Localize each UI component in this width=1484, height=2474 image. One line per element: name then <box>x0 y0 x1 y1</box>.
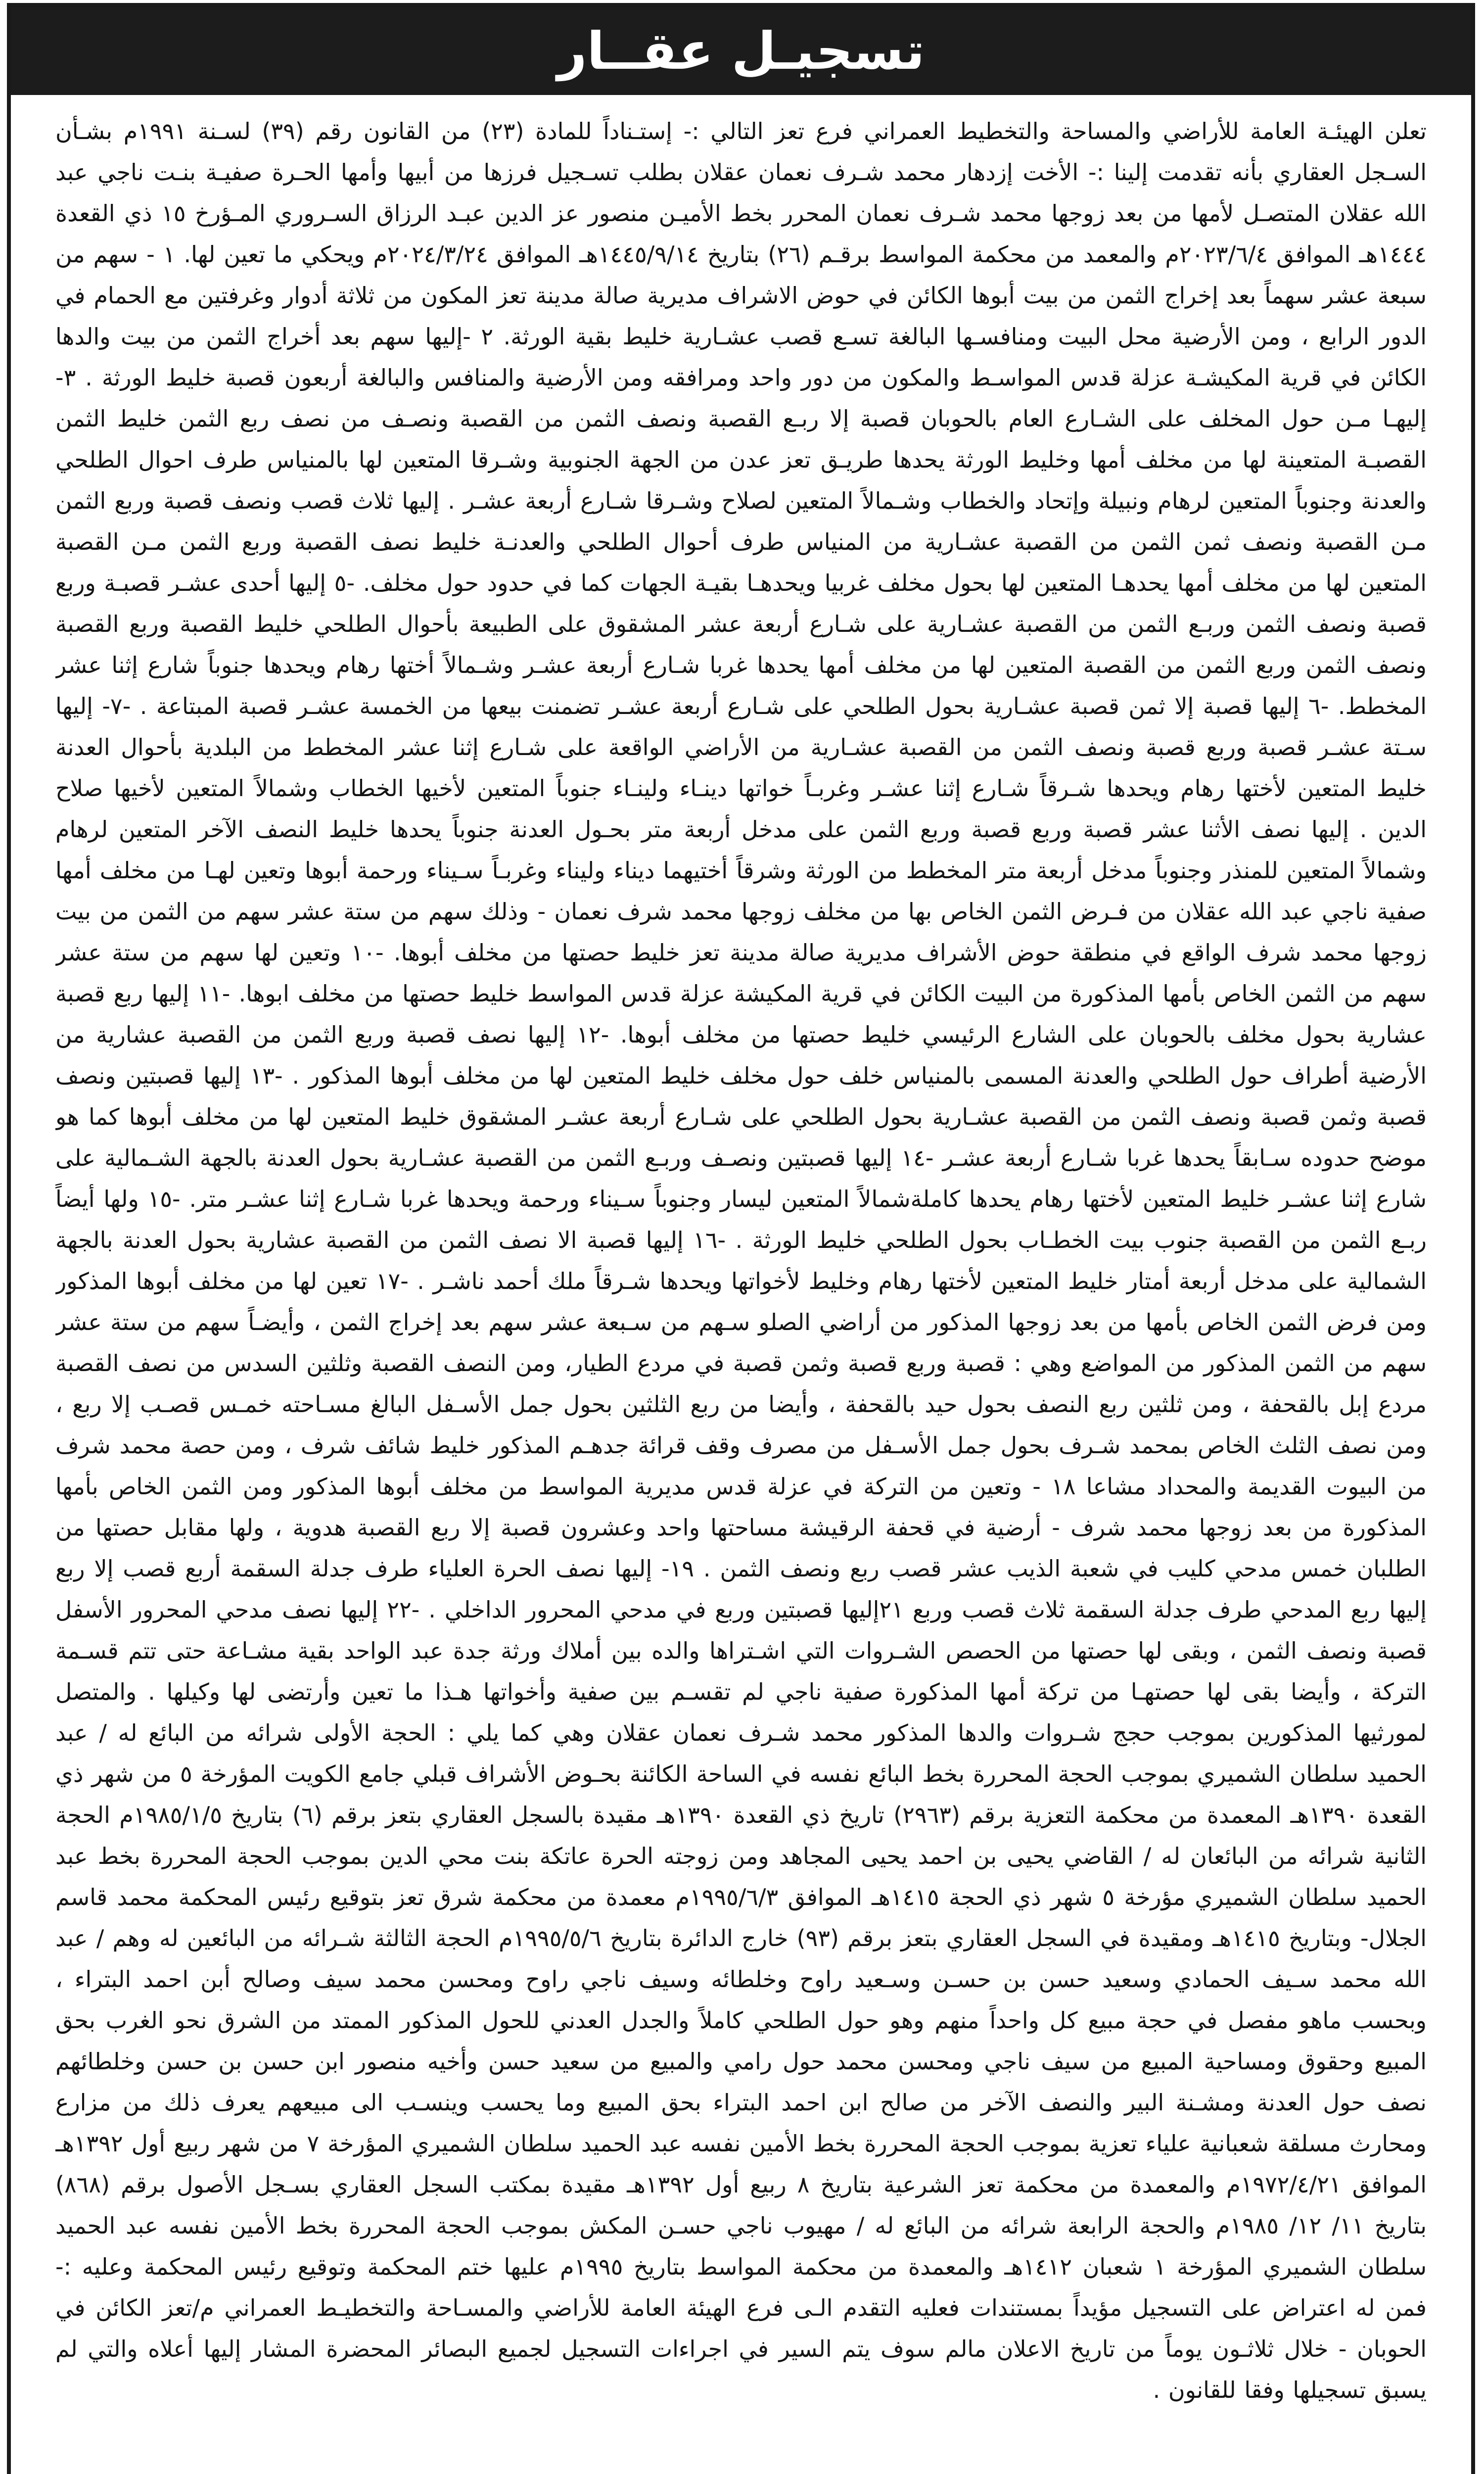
notice-body <box>55 111 1427 2474</box>
notice-title: تسجيـل عقــار <box>557 21 925 81</box>
notice-body-paragraph: تعلن الهيئـة العامة للأراضي والمساحة والتخطيط العمراني فرع تعز التالي :- إستـناداً للمادة (٢٣) من القانون رقم (٣٩) لسـنة ١٩٩١م بشـأن السـجل العقاري بأنه تقدمت إلينا :- الأخت إزدهار محمد شـرف نعمان عقلان بطلب تسـجيل فرزها من أبيها وأمها الحـرة صفيـة بنـت ناجي عبد الله عقلان المتصـل لأمها من بعد زوجها محمد شـرف نعمان المحرر بخط الأميـن منصور عز الدين عبـد الرزاق السـروري المـؤرخ ١٥ ذي القعدة ١٤٤٤هـ الموافق ٢٠٢٣/٦/٤م والمعمد من محكمة المواسط برقـم (٢٦) بتاريخ ١٤٤٥/٩/١٤هـ الموافق ٢٠٢٤/٣/٢٤م ويحكي ما تعين لها. ١ - سهم من سبعة عشر سهماً بعد إخراج الثمن من بيت أبوها الكائن في حوض الاشراف مديرية صالة مدينة تعز المكون من ثلاثة أدوار وغرفتين مع الحمام في الدور الرابع ، ومن الأرضية محل البيت ومنافسـها البالغة تسـع قصب عشـارية خليط بقية الورثة. ٢ -إليها سهم بعد أخراج الثمن من بيت والدها الكائن في قرية المكيشـة عزلة قدس المواسـط والمكون من دور واحد ومرافقه ومن الأرضية والمنافس والبالغة أربعون قصبة خليط الورثة . ٣- إليهـا مـن حول المخلف على الشـارع العام بالحوبان قصبة إلا ربـع القصبة ونصف الثمن من القصبة ونصـف من نصف ربع الثمن خليط الثمن القصبـة المتعينة لها من مخلف أمها وخليط الورثة يحدها طريـق تعز عدن من الجهة الجنوبية وشـرقا المتعين لها بالمنياس طرف احوال الطلحي والعدنة وجنوباً المتعين لرهام ونبيلة وإتحاد والخطاب وشـمالاً المتعين لصلاح وشـرقا شـارع أربعة عشـر . إليها ثلاث قصب ونصف قصبة وربع الثمن مـن القصبة ونصف ثمن الثمن من القصبة عشـارية من المنياس طرف أحوال الطلحي والعدنـة خليط نصف القصبة وربع الثمن مـن القصبة المتعين لها من مخلف أمها يحدهـا المتعين لها بحول مخلف غربيا ويحدهـا بقيـة الجهات كما في حدود حول مخلف. -٥ إليها أحدى عشـر قصبـة وربع قصبة ونصف الثمن وربـع الثمن من القصبة عشـارية على شـارع أربعة عشر المشقوق على الطبيعة بأحوال الطلحي خليط القصبة وربع القصبة ونصف الثمن وربع الثمن من القصبة المتعين لها من مخلف أمها يحدها غربا شـارع أربعة عشـر وشـمالاً أختها رهام ويحدها جنوباً شارع إثنا عشر المخطط. -٦ إليها قصبة إلا ثمن قصبة عشـارية بحول الطلحي على شـارع أربعة عشـر تضمنت بيعها من الخمسة عشـر قصبة المبتاعة . -٧- إليها سـتة عشـر قصبة وربع قصبة ونصف الثمن من القصبة عشـارية من الأراضي الواقعة على شـارع إثنا عشر المخطط من البلدية بأحوال العدنة خليط المتعين لأختها رهام ويحدها شـرقاً شـارع إثنا عشـر وغربـاً خواتها دينـاء ولينـاء جنوباً المتعين لأخيها الخطاب وشمالاً المتعين لأخيها صلاح الدين . إليها نصف الأثنا عشر قصبة وربع قصبة وربع الثمن على مدخل أربعة متر بحـول العدنة جنوباً يحدها خليط النصف الآخر المتعين لرهام وشمالاً المتعين للمنذر وجنوباً مدخل أربعة متر المخطط من الورثة وشرقاً أختيهما ديناء وليناء وغربـاً سـيناء ورحمة أبوها وتعين لهـا من مخلف أمها صفية ناجي عبد الله عقلان من فـرض الثمن الخاص بها من مخلف زوجها محمد شرف نعمان - وذلك سهم من ستة عشر سهم من الثمن من بيت زوجها محمد شرف الواقع في منطقة حوض الأشراف مديرية صالة مدينة تعز خليط حصتها من مخلف أبوها. -١٠ وتعين لها سهم من ستة عشر سهم من الثمن الخاص بأمها المذكورة من البيت الكائن في قرية المكيشة عزلة قدس المواسط خليط حصتها من مخلف ابوها. -١١ إليها ربع قصبة عشارية بحول مخلف بالحوبان على الشارع الرئيسي خليط حصتها من مخلف أبوها. -١٢ إليها نصف قصبة وربع الثمن من القصبة عشارية من الأرضية أطراف حول الطلحي والعدنة المسمى بالمنياس خلف حول مخلف خليط المتعين لها من مخلف أبوها المذكور . -١٣ إليها قصبتين ونصف قصبة وثمن قصبة ونصف الثمن من القصبة عشـارية بحول الطلحي على شـارع أربعة عشـر المشقوق خليط المتعين لها من مخلف أبوها كما هو موضح حدوده سـابقاً يحدها غربا شـارع أربعة عشـر -١٤ إليها قصبتين ونصـف وربـع الثمن من القصبة عشـارية بحول العدنة بالجهة الشـمالية على شارع إثنا عشـر خليط المتعين لأختها رهام يحدها كاملةشمالاً المتعين ليسار وجنوباً سـيناء ورحمة ويحدها غربا شـارع إثنا عشـر متر. -١٥ ولها أيضاً ربـع الثمن من القصبة جنوب بيت الخطـاب بحول الطلحي خليط الورثة . -١٦ إليها قصبة الا نصف الثمن من القصبة عشارية بحول العدنة بالجهة الشمالية على مدخل أربعة أمتار خليط المتعين لأختها رهام وخليط لأخواتها ويحدها شـرقاً ملك أحمد ناشـر . -١٧ تعين لها من مخلف أبوها المذكور ومن فرض الثمن الخاص بأمها من بعد زوجها المذكور من أراضي الصلو سـهم من سـبعة عشر سهم بعد إخراج الثمن ، وأيضـاً سهم من ستة عشر سهم من الثمن المذكور من المواضع وهي : قصبة وربع قصبة وثمن قصبة في مردع الطيار، ومن النصف القصبة وثلثين السدس من نصف القصبة مردع إبل بالقحفة ، ومن ثلثين ربع النصف بحول حيد بالقحفة ، وأيضا من ربع الثلثين بحول جمل الأسـفل البالغ مسـاحته خمـس قصـب إلا ربع ، ومن نصف الثلث الخاص بمحمد شـرف بحول جمل الأسـفل من مصرف وقف قرائة جدهـم المذكور خليط شائف شرف ، ومن حصة محمد شرف من البيوت القديمة والمحداد مشاعا ١٨ - وتعين من التركة في عزلة قدس مديرية المواسط من مخلف أبوها المذكور ومن الثمن الخاص بأمها المذكورة من بعد زوجها محمد شرف - أرضية في قحفة الرقيشة مساحتها واحد وعشرون قصبة إلا ربع القصبة هدوية ، ولها مقابل حصتها من الطلبان خمس مدحي كليب في شعبة الذيب عشر قصب ربع ونصف الثمن . ١٩- إليها نصف الحرة العلياء طرف جدلة السقمة أربع قصب إلا ربع إليها ربع المدحي طرف جدلة السقمة ثلاث قصب وربع ٢١إليها قصبتين وربع في مدحي المحرور الداخلي . -٢٢ إليها نصف مدحي المحرور الأسفل قصبة ونصف الثمن ، وبقى لها حصتها من الحصص الشـروات التي اشـتراها والده بين أملاك ورثة جدة عبد الواحد بقية مشـاعة حتى تتم قسـمة التركة ، وأيضا بقى لها حصتهـا من تركة أمها المذكورة صفية ناجي لم تقسـم بين صفية وأخواتها هـذا ما تعين وأرتضى لها وكيلها . والمتصل لمورثيها المذكورين بموجب حجج شـروات والدها المذكور محمد شـرف نعمان عقلان وهي كما يلي : الحجة الأولى شرائه من البائع له / عبد الحميد سلطان الشميري بموجب الحجة المحررة بخط البائع نفسه في الساحة الكائنة بحـوض الأشراف قبلي جامع الكويت المؤرخة ٥ من شهر ذي القعدة ١٣٩٠هـ المعمدة من محكمة التعزية برقم (٢٩٦٣) تاريخ ذي القعدة ١٣٩٠هـ مقيدة بالسجل العقاري بتعز برقم (٦) بتاريخ ١٩٨٥/١/٥م الحجة الثانية شرائه من البائعان له / القاضي يحيى بن احمد يحيى المجاهد ومن زوجته الحرة عاتكة بنت محي الدين بموجب الحجة المحررة بخط عبد الحميد سلطان الشميري مؤرخة ٥ شهر ذي الحجة ١٤١٥هـ الموافق ١٩٩٥/٦/٣م معمدة من محكمة شرق تعز بتوقيع رئيس المحكمة محمد قاسم الجلال- وبتاريخ ١٤١٥هـ ومقيدة في السجل العقاري بتعز برقم (٩٣) خارج الدائرة بتاريخ ١٩٩٥/٥/٦م الحجة الثالثة شـرائه من البائعين له وهم / عبد الله محمد سـيف الحمادي وسعيد حسن بن حسـن وسـعيد راوح وخلطائه وسيف ناجي راوح ومحسن محمد سيف وصالح أبن احمد البتراء ، وبحسب ماهو مفصل في حجة مبيع كل واحداً منهم وهو حول الطلحي كاملاً والجدل العدني للحول المذكور الممتد من الشرق نحو الغرب بحق المبيع وحقوق ومساحية المبيع من سيف ناجي ومحسن محمد حول رامي والمبيع من سعيد حسن وأخيه منصور ابن حسن بن حسن وخلطائهم نصف حول العدنة ومشـنة البير والنصف الآخر من صالح ابن احمد البتراء بحق المبيع وما يحسب وينسـب الى مبيعهم يعرف ذلك من مزارع ومحارث مسلقة شعبانية علياء تعزية بموجب الحجة المحررة بخط الأمين نفسه عبد الحميد سلطان الشميري المؤرخة ٧ من شهر ربيع أول ١٣٩٢هـ الموافق ١٩٧٢/٤/٢١م والمعمدة من محكمة تعز الشرعية بتاريخ ٨ ربيع أول ١٣٩٢هـ مقيدة بمكتب السجل العقاري بسـجل الأصول برقم (٨٦٨) بتاريخ ١١/ ١٢/ ١٩٨٥م والحجة الرابعة شرائه من البائع له / مهيوب ناجي حسـن المكش بموجب الحجة المحررة بخط الأمين نفسه عبد الحميد سلطان الشميري المؤرخة ١ شعبان ١٤١٢هـ والمعمدة من محكمة المواسط بتاريخ ١٩٩٥م عليها ختم المحكمة وتوقيع رئيس المحكمة وعليه :- فمن له اعتراض على التسجيل مؤيداً بمستندات فعليه التقدم الـى فرع الهيئة العامة للأراضي والمسـاحة والتخطيـط العمراني م/تعز الكائن في الحوبان - خلال ثلاثـون يوماً من تاريخ الاعلان مالم سوف يتم السير في اجراءات التسجيل لجميع البصائر المحضرة المشار إليها أعلاه والتي لم يسبق تسجيلها وفقا للقانون . <box>55 118 1427 2403</box>
header-bar <box>11 7 1471 95</box>
notice-frame <box>7 3 1475 2474</box>
